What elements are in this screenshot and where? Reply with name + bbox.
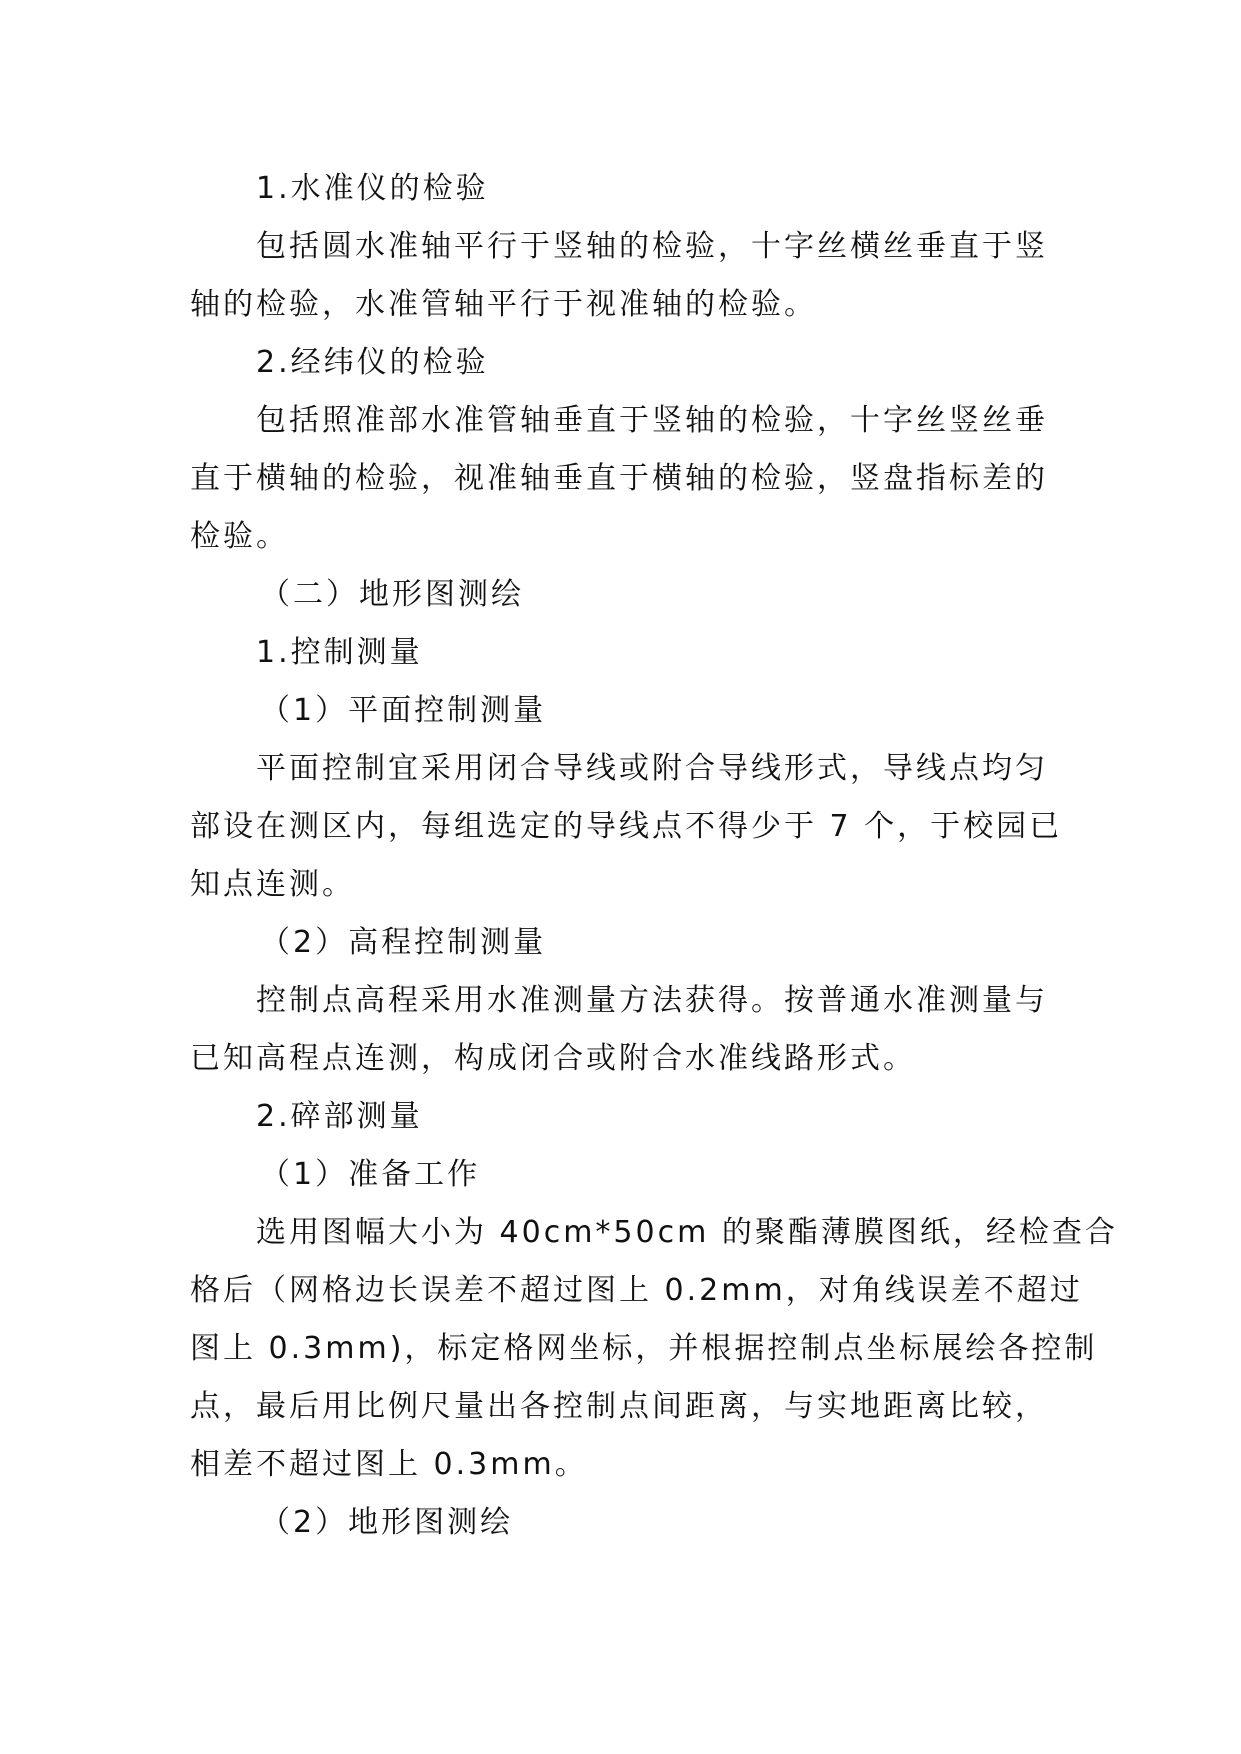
paragraph-line: 部设在测区内，每组选定的导线点不得少于 7 个，于校园已 [190,809,1063,844]
heading-control-survey: 1.控制测量 [256,635,423,670]
paragraph-line: 相差不超过图上 0.3mm。 [190,1447,588,1482]
paragraph-line: 选用图幅大小为 40cm*50cm 的聚酯薄膜图纸，经检查合 [256,1215,1118,1250]
paragraph-line: 图上 0.3mm)，标定格网坐标，并根据控制点坐标展绘各控制 [190,1331,1098,1366]
paragraph-line: 包括照准部水准管轴垂直于竖轴的检验，十字丝竖丝垂 [256,403,1048,438]
paragraph-line: 控制点高程采用水准测量方法获得。按普通水准测量与 [256,983,1048,1018]
subheading-elevation-control: （2）高程控制测量 [260,925,547,960]
paragraph-line: 已知高程点连测，构成闭合或附合水准线路形式。 [190,1041,916,1076]
subheading-topographic-drawing: （2）地形图测绘 [260,1505,514,1540]
paragraph-line: 知点连测。 [190,867,355,902]
subheading-horizontal-control: （1）平面控制测量 [260,693,547,728]
paragraph-line: 格后（网格边长误差不超过图上 0.2mm，对角线误差不超过 [190,1273,1083,1308]
paragraph-line: 轴的检验，水准管轴平行于视准轴的检验。 [190,287,817,322]
paragraph-line: 检验。 [190,519,289,554]
paragraph-line: 点，最后用比例尺量出各控制点间距离，与实地距离比较， [190,1389,1048,1424]
heading-theodolite-check: 2.经纬仪的检验 [256,345,489,380]
subheading-preparation: （1）准备工作 [260,1157,481,1192]
heading-level-instrument-check: 1.水准仪的检验 [256,171,489,206]
heading-detail-survey: 2.碎部测量 [256,1099,423,1134]
paragraph-line: 平面控制宜采用闭合导线或附合导线形式，导线点均匀 [256,751,1048,786]
paragraph-line: 包括圆水准轴平行于竖轴的检验，十字丝横丝垂直于竖 [256,229,1048,264]
section-heading-topographic-mapping: （二）地形图测绘 [260,577,524,612]
document-body [190,160,1118,1552]
paragraph-line: 直于横轴的检验，视准轴垂直于横轴的检验，竖盘指标差的 [190,461,1048,496]
